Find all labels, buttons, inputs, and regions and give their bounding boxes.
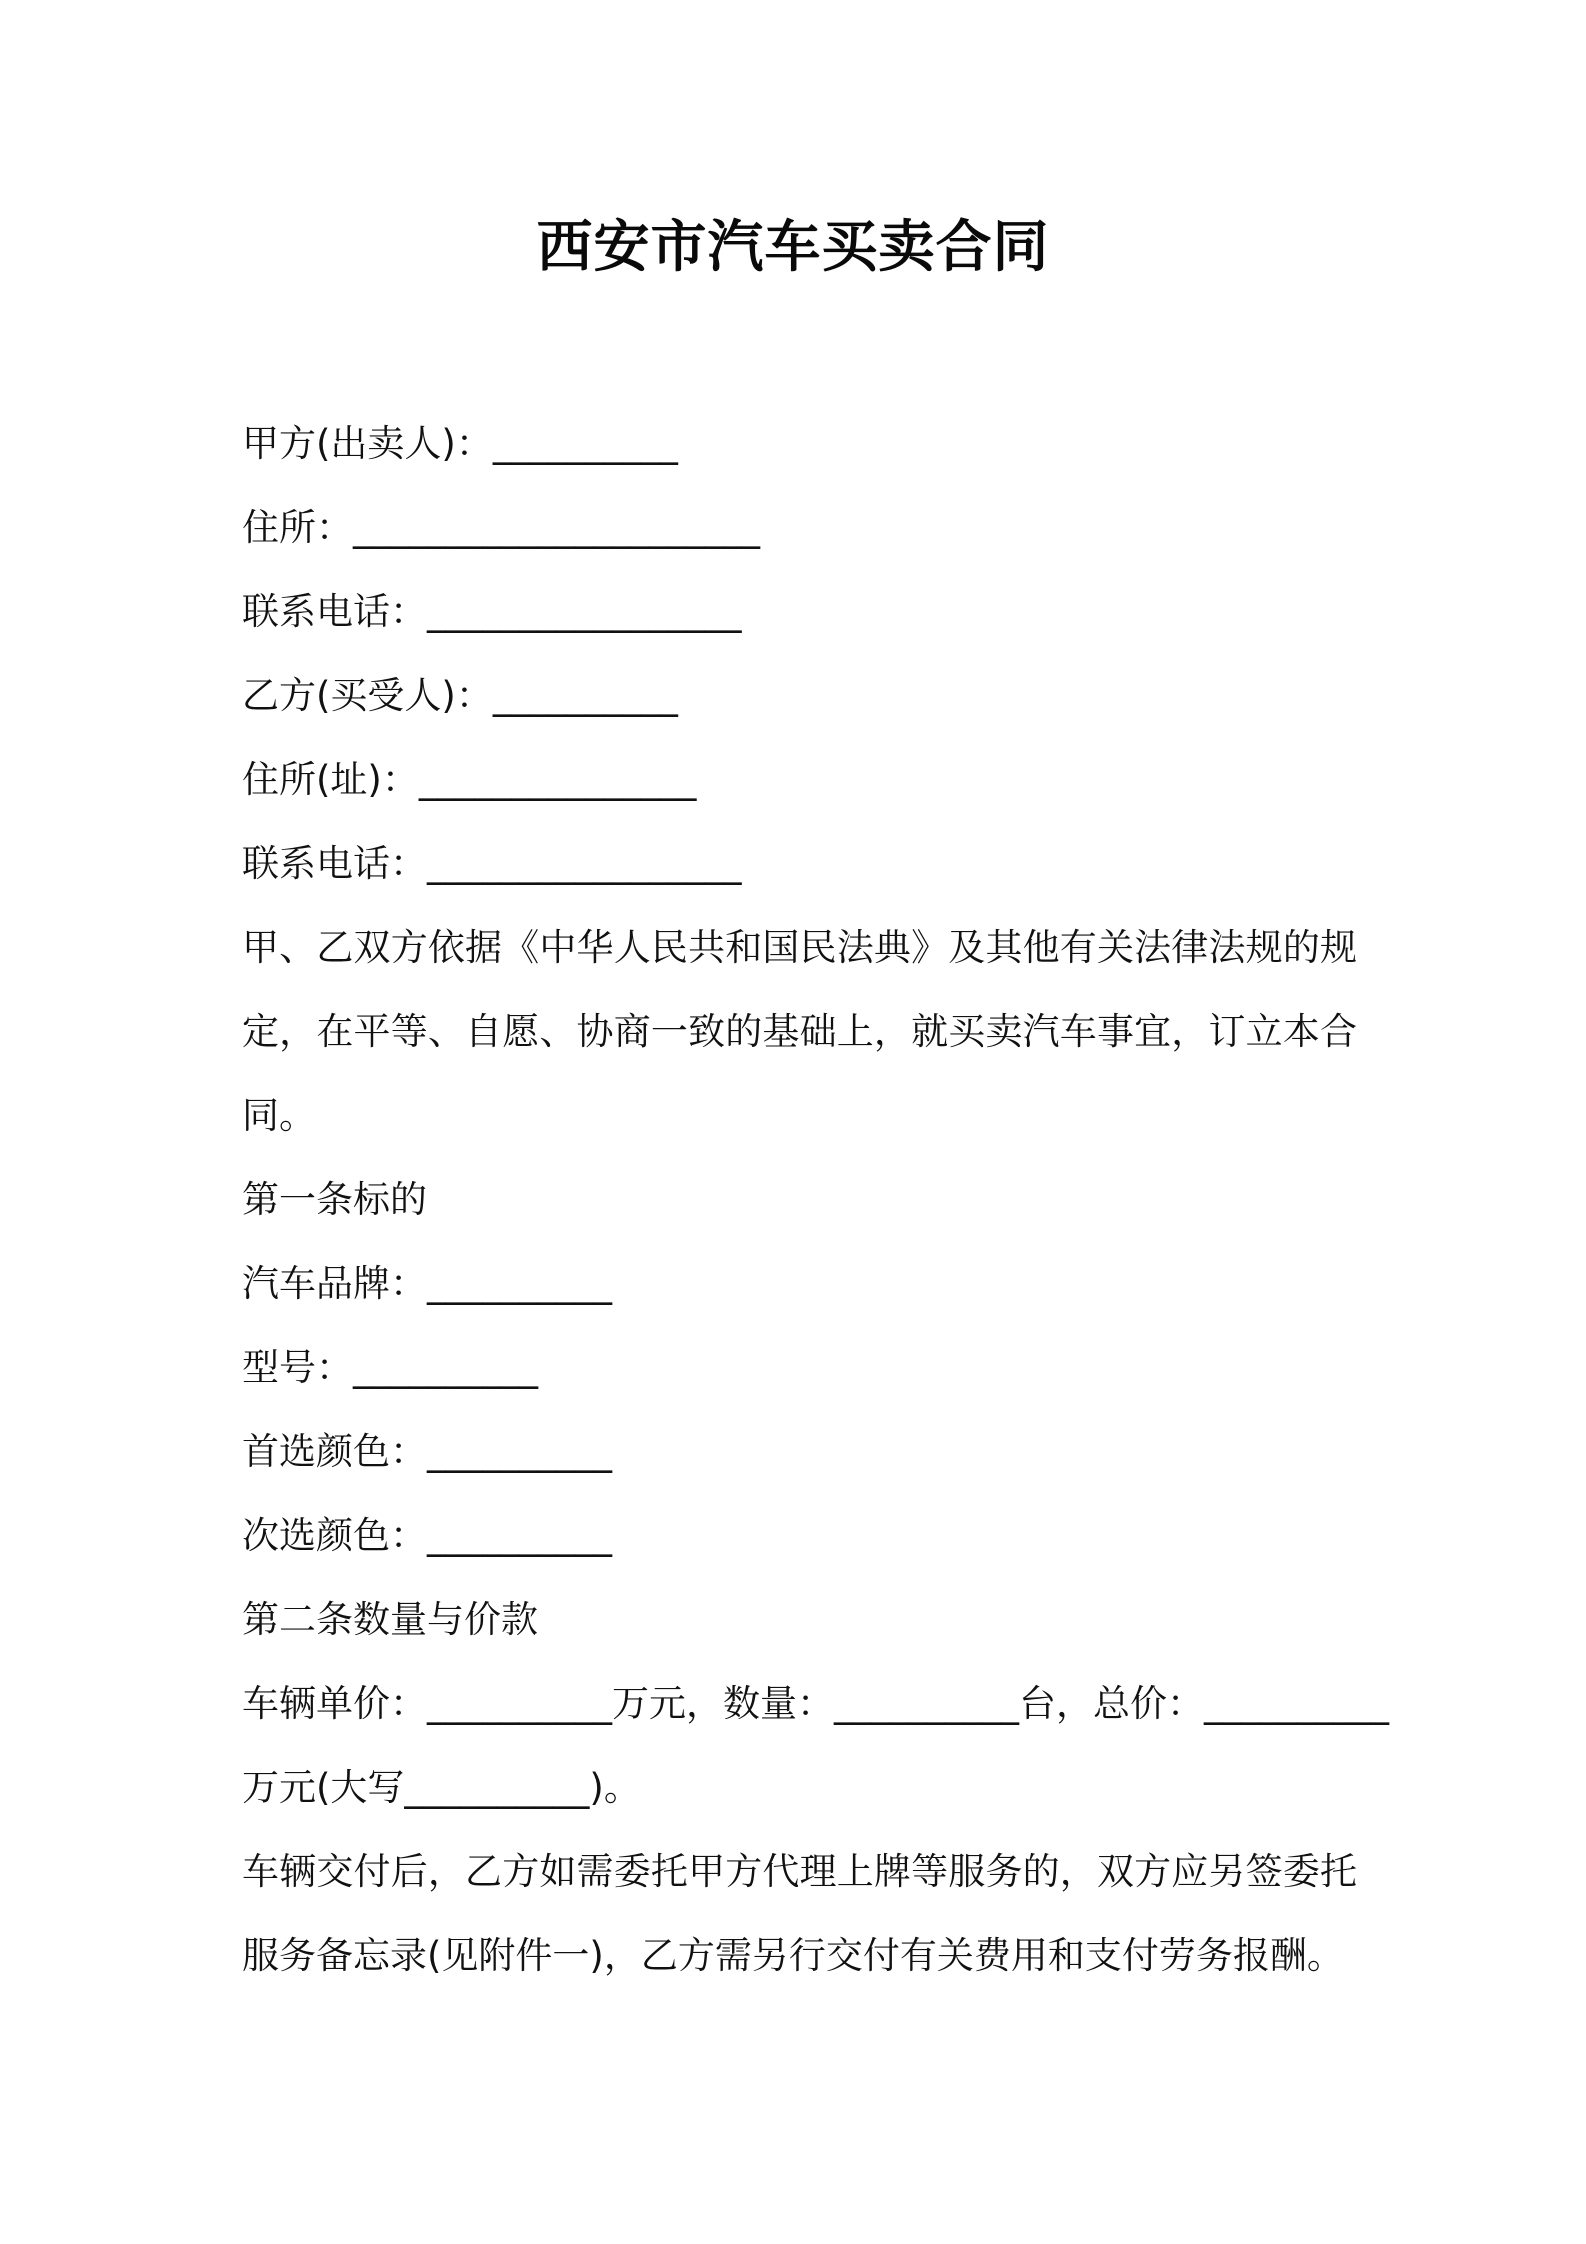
car-brand-line: 汽车品牌：__________ [242, 1262, 612, 1305]
article-2-heading: 第二条数量与价款 [242, 1598, 538, 1641]
intro-paragraph: 甲、乙双方依据《中华人民共和国民法典》及其他有关法律法规的规定，在平等、自愿、协商一致的基础上，就买卖汽车事宜，订立本合同。 [242, 926, 1357, 1137]
secondary-color-line: 次选颜色：__________ [242, 1514, 612, 1557]
price-line-2: 万元(大写__________)。 [242, 1766, 641, 1809]
seller-phone-line: 联系电话：_________________ [242, 590, 742, 633]
article-1-heading: 第一条标的 [242, 1178, 427, 1221]
document-title: 西安市汽车买卖合同 [536, 215, 1050, 280]
price-line-1: 车辆单价：__________万元，数量：__________台，总价：__________ [242, 1682, 1389, 1725]
buyer-phone-line: 联系电话：_________________ [242, 842, 742, 885]
seller-name-line: 甲方(出卖人)：__________ [242, 422, 678, 465]
seller-address-line: 住所：______________________ [242, 506, 760, 549]
model-line: 型号：__________ [242, 1346, 538, 1389]
buyer-name-line: 乙方(买受人)：__________ [242, 674, 678, 717]
service-paragraph: 车辆交付后，乙方如需委托甲方代理上牌等服务的，双方应另签委托服务备忘录(见附件一)，乙方需另行交付有关费用和支付劳务报酬。 [242, 1850, 1357, 1977]
document-body [242, 402, 1389, 1998]
buyer-address-line: 住所(址)：_______________ [242, 758, 697, 801]
primary-color-line: 首选颜色：__________ [242, 1430, 612, 1473]
